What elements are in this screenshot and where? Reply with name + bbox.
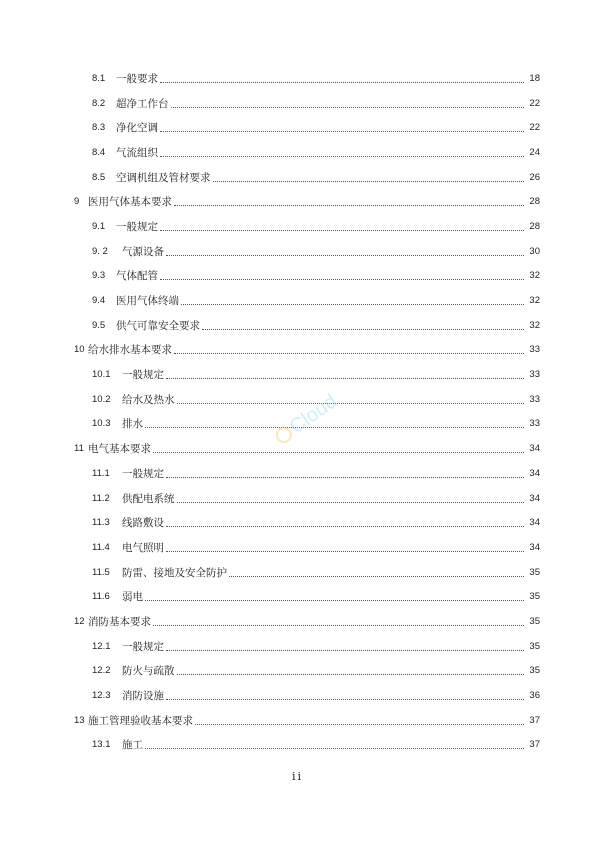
toc-entry-number: 8.3 [92, 122, 106, 134]
toc-entry-number: 9.4 [92, 295, 106, 307]
toc-entry-page: 22 [529, 97, 540, 109]
dot-leader [153, 625, 524, 626]
toc-entry-page: 37 [529, 714, 540, 726]
dot-leader [202, 329, 524, 330]
toc-entry-number: 13.1 [92, 739, 111, 751]
toc-entry-page: 37 [529, 739, 540, 751]
toc-entry-page: 34 [529, 492, 540, 504]
toc-entry-title: 弱电 [122, 591, 143, 604]
toc-entry-title: 气流组织 [116, 146, 158, 159]
toc-section-entry[interactable] [74, 91, 540, 116]
toc-entry-number: 9. 2 [92, 245, 108, 257]
toc-entry-page: 33 [529, 418, 540, 430]
toc-section-entry[interactable] [74, 313, 540, 338]
toc-entry-title: 消防基本要求 [88, 615, 151, 628]
dot-leader [160, 156, 524, 157]
toc-entry-page: 18 [529, 72, 540, 84]
toc-entry-title: 给水排水基本要求 [88, 344, 172, 357]
toc-entry-page: 34 [529, 467, 540, 479]
toc-entry-title: 施工管理验收基本要求 [88, 714, 193, 727]
dot-leader [213, 181, 525, 182]
toc-entry-number: 12.1 [92, 640, 111, 652]
toc-entry-page: 35 [529, 640, 540, 652]
toc-section-entry[interactable] [74, 288, 540, 313]
toc-section-entry[interactable] [74, 584, 540, 609]
toc-chapter-entry[interactable] [74, 708, 540, 733]
toc-entry-number: 8.5 [92, 171, 106, 183]
toc-entry-number: 8.1 [92, 72, 106, 84]
toc-entry-number: 10.1 [92, 369, 111, 381]
toc-section-entry[interactable] [74, 683, 540, 708]
toc-entry-title: 一般规定 [122, 467, 164, 480]
dot-leader [160, 82, 524, 83]
toc-chapter-entry[interactable] [74, 338, 540, 363]
toc-entry-title: 消防设施 [122, 690, 164, 703]
toc-section-entry[interactable] [74, 115, 540, 140]
dot-leader [153, 452, 524, 453]
toc-section-entry[interactable] [74, 140, 540, 165]
toc-entry-number: 9 [74, 196, 80, 208]
toc-entry-number: 11.5 [92, 566, 110, 578]
toc-entry-page: 35 [529, 566, 540, 578]
toc-section-entry[interactable] [74, 264, 540, 289]
toc-entry-number: 10 [74, 344, 85, 356]
toc-entry-page: 35 [529, 591, 540, 603]
toc-entry-page: 34 [529, 541, 540, 553]
dot-leader [166, 699, 524, 700]
toc-entry-number: 10.2 [92, 393, 111, 405]
dot-leader [195, 724, 524, 725]
dot-leader [166, 526, 524, 527]
dot-leader [160, 230, 524, 231]
toc-entry-title: 施工 [122, 739, 143, 752]
toc-section-entry[interactable] [74, 733, 540, 758]
toc-entry-title: 超净工作台 [116, 97, 169, 110]
dot-leader [166, 551, 524, 552]
dot-leader [174, 205, 524, 206]
toc-entry-page: 28 [529, 196, 540, 208]
toc-entry-page: 35 [529, 665, 540, 677]
toc-entry-page: 24 [529, 146, 540, 158]
dot-leader [177, 674, 525, 675]
toc-entry-title: 净化空调 [116, 122, 158, 135]
dot-leader [181, 304, 524, 305]
toc-entry-title: 一般规定 [122, 640, 164, 653]
toc-entry-title: 防火与疏散 [122, 665, 175, 678]
toc-entry-title: 一般要求 [116, 72, 158, 85]
toc-entry-page: 32 [529, 319, 540, 331]
toc-chapter-entry[interactable] [74, 189, 540, 214]
dot-leader [160, 131, 524, 132]
dot-leader [171, 107, 525, 108]
toc-entry-number: 11.6 [92, 591, 110, 603]
toc-entry-title: 电气基本要求 [88, 443, 151, 456]
toc-entry-page: 30 [529, 245, 540, 257]
toc-entry-page: 33 [529, 393, 540, 405]
toc-entry-page: 22 [529, 122, 540, 134]
toc-entry-title: 防雷、接地及安全防护 [122, 566, 227, 579]
toc-entry-title: 供配电系统 [122, 492, 175, 505]
toc-section-entry[interactable] [74, 165, 540, 190]
dot-leader [166, 255, 524, 256]
toc-entry-title: 排水 [122, 418, 143, 431]
toc-entry-title: 医用气体终端 [116, 295, 179, 308]
toc-section-entry[interactable] [74, 659, 540, 684]
toc-entry-page: 34 [529, 443, 540, 455]
toc-section-entry[interactable] [74, 535, 540, 560]
toc-entry-page: 28 [529, 220, 540, 232]
toc-entry-number: 9.1 [92, 220, 106, 232]
dot-leader [174, 353, 524, 354]
toc-entry-page: 33 [529, 369, 540, 381]
toc-entry-page: 36 [529, 690, 540, 702]
toc-entry-title: 气体配管 [116, 270, 158, 283]
toc-entry-number: 13 [74, 714, 85, 726]
toc-section-entry[interactable] [74, 634, 540, 659]
toc-entry-title: 供气可靠安全要求 [116, 319, 200, 332]
toc-entry-page: 33 [529, 344, 540, 356]
toc-entry-page: 32 [529, 295, 540, 307]
toc-entry-number: 12.3 [92, 690, 111, 702]
dot-leader [160, 279, 524, 280]
toc-entry-number: 9.3 [92, 270, 106, 282]
toc-entry-title: 一般规定 [116, 220, 158, 233]
toc-entry-number: 10.3 [92, 418, 111, 430]
toc-entry-page: 35 [529, 615, 540, 627]
toc-section-entry[interactable] [74, 66, 540, 91]
toc-entry-number: 9.5 [92, 319, 106, 331]
toc-entry-title: 电气照明 [122, 541, 164, 554]
dot-leader [166, 650, 524, 651]
page-number: ii [291, 770, 304, 783]
toc-entry-number: 11.2 [92, 492, 110, 504]
toc-entry-number: 12.2 [92, 665, 111, 677]
toc-entry-title: 气源设备 [122, 245, 164, 258]
toc-section-entry[interactable] [74, 486, 540, 511]
toc-entry-number: 12 [74, 615, 85, 627]
toc-chapter-entry[interactable] [74, 609, 540, 634]
toc-section-entry[interactable] [74, 510, 540, 535]
toc-entry-number: 8.2 [92, 97, 106, 109]
cloud-watermark-logo [262, 384, 352, 444]
dot-leader [166, 378, 524, 379]
toc-entry-number: 11 [74, 443, 84, 455]
toc-entry-title: 医用气体基本要求 [88, 196, 172, 209]
svg-text:Cloud: Cloud [285, 390, 342, 439]
toc-entry-page: 32 [529, 270, 540, 282]
toc-entry-title: 一般规定 [122, 369, 164, 382]
toc-entry-number: 11.1 [92, 467, 110, 479]
dot-leader [177, 502, 525, 503]
toc-section-entry[interactable] [74, 461, 540, 486]
dot-leader [145, 600, 524, 601]
toc-entry-number: 11.4 [92, 541, 110, 553]
toc-entry-page: 26 [529, 171, 540, 183]
toc-entry-title: 空调机组及管材要求 [116, 171, 211, 184]
dot-leader [166, 477, 524, 478]
dot-leader [229, 576, 524, 577]
toc-entry-title: 给水及热水 [122, 393, 175, 406]
toc-entry-title: 线路敷设 [122, 517, 164, 530]
toc-section-entry[interactable] [74, 239, 540, 264]
toc-section-entry[interactable] [74, 560, 540, 585]
toc-entry-number: 11.3 [92, 517, 110, 529]
toc-entry-page: 34 [529, 517, 540, 529]
toc-entry-number: 8.4 [92, 146, 106, 158]
dot-leader [145, 748, 524, 749]
toc-section-entry[interactable] [74, 214, 540, 239]
